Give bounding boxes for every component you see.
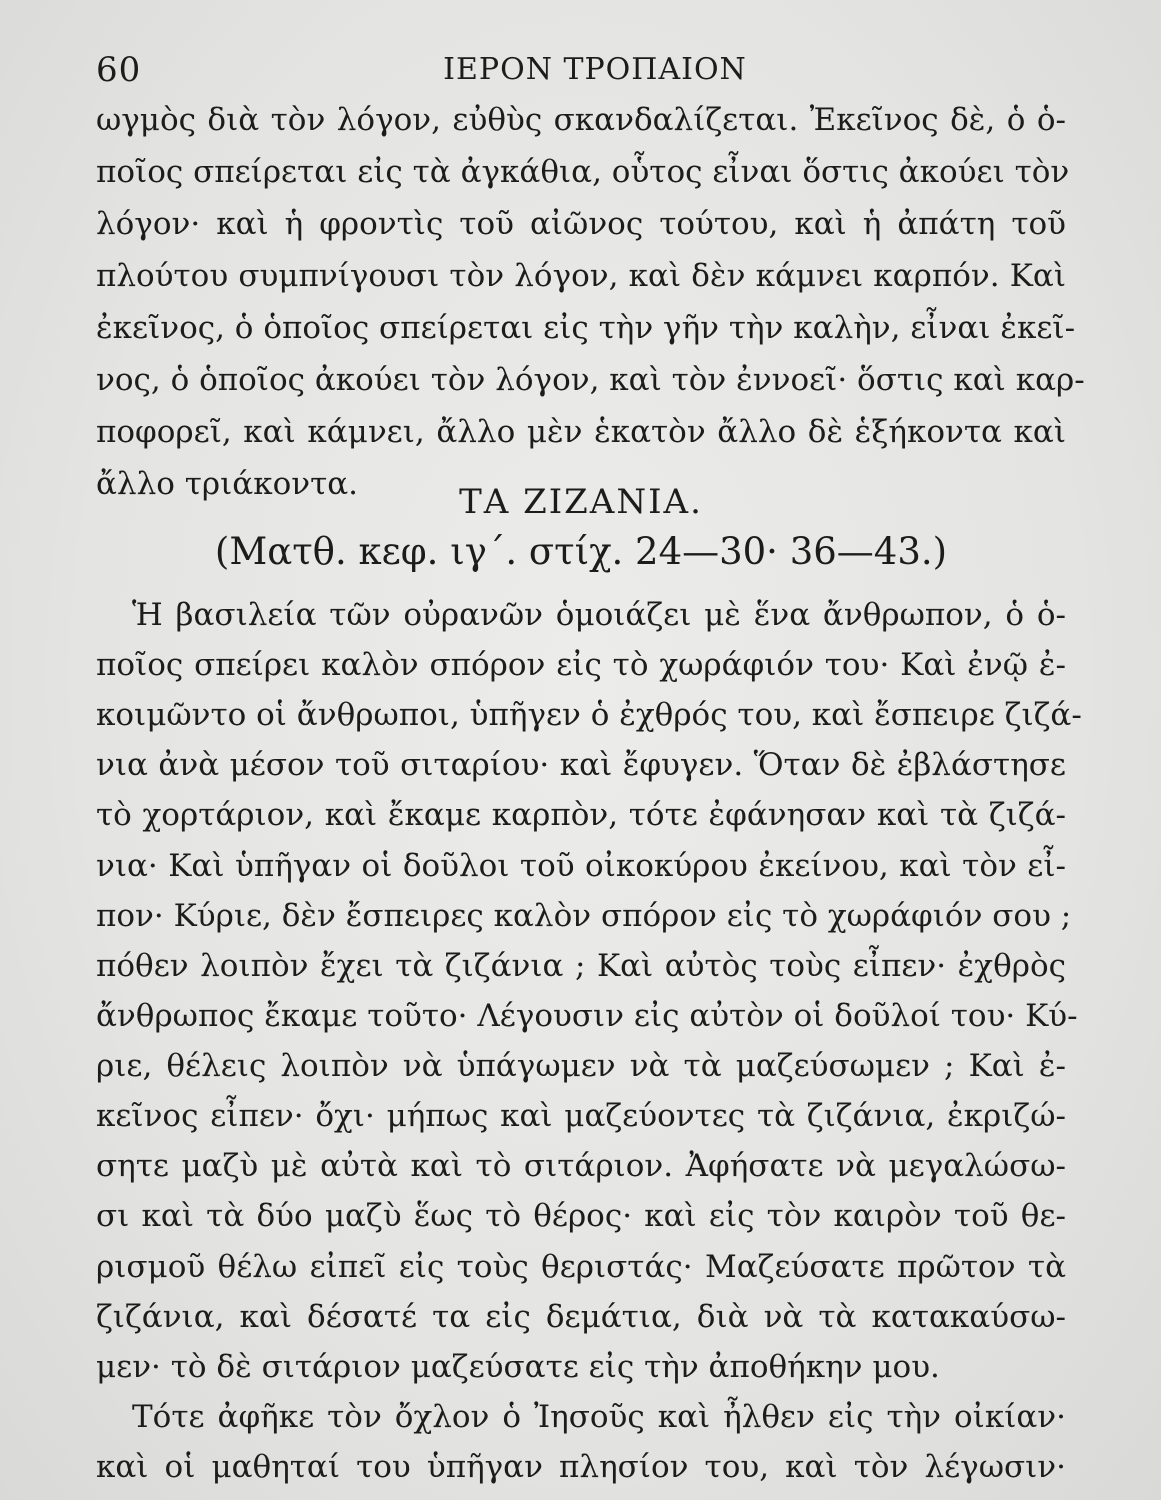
- text-line: Ἡ βασιλεία τῶν οὐρανῶν ὁμοιάζει μὲ ἕνα ἄνθρωπον, ὁ ὁ-: [132, 597, 1066, 633]
- text-line: ποφορεῖ, καὶ κάμνει, ἄλλο μὲν ἑκατὸν ἄλλο δὲ ἑξήκοντα καὶ: [96, 414, 1066, 450]
- running-title: ΙΕΡΟΝ ΤΡΟΠΑΙΟΝ: [443, 52, 747, 87]
- text-line: κοιμῶντο οἱ ἄνθρωποι, ὑπῆγεν ὁ ἐχθρός του, καὶ ἔσπειρε ζιζά-: [96, 697, 1082, 734]
- text-line: σητε μαζὺ μὲ αὐτὰ καὶ τὸ σιτάριον. Ἀφήσατε νὰ μεγαλώσω-: [96, 1148, 1066, 1185]
- text-line: νια· Καὶ ὑπῆγαν οἱ δοῦλοι τοῦ οἰκοκύρου ἐκείνου, καὶ τὸν εἶ-: [96, 847, 1066, 884]
- text-line: τὸ χορτάριον, καὶ ἔκαμε καρπὸν, τότε ἐφάνησαν καὶ τὰ ζιζά-: [96, 797, 1066, 834]
- text-line: ποῖος σπείρει καλὸν σπόρον εἰς τὸ χωράφιόν του· Καὶ ἐνῷ ἐ-: [96, 647, 1066, 684]
- scripture-reference: (Ματθ. κεφ. ιγ΄. στίχ. 24—30· 36—43.): [214, 530, 948, 573]
- text-line: ζιζάνια, καὶ δέσατέ τα εἰς δεμάτια, διὰ νὰ τὰ κατακαύσω-: [96, 1298, 1066, 1335]
- page-number: 60: [96, 50, 142, 90]
- text-line: ριε, θέλεις λοιπὸν νὰ ὑπάγωμεν νὰ τὰ μαζεύσωμεν ; Καὶ ἐ-: [96, 1048, 1066, 1085]
- text-line: νια ἀνὰ μέσον τοῦ σιταρίου· καὶ ἔφυγεν. Ὅταν δὲ ἐβλάστησε: [96, 747, 1066, 784]
- text-line: ωγμὸς διὰ τὸν λόγον, εὐθὺς σκανδαλίζεται. Ἐκεῖνος δὲ, ὁ ὁ-: [96, 102, 1066, 138]
- text-line: ποῖος σπείρεται εἰς τὰ ἀγκάθια, οὗτος εἶναι ὅστις ἀκούει τὸν: [96, 154, 1070, 190]
- text-line: Τότε ἀφῆκε τὸν ὄχλον ὁ Ἰησοῦς καὶ ἦλθεν εἰς τὴν οἰκίαν·: [132, 1398, 1066, 1435]
- text-line: λόγον· καὶ ἡ φροντὶς τοῦ αἰῶνος τούτου, καὶ ἡ ἀπάτη τοῦ: [96, 206, 1066, 242]
- text-line: ἐκεῖνος, ὁ ὁποῖος σπείρεται εἰς τὴν γῆν τὴν καλὴν, εἶναι ἐκεῖ-: [96, 310, 1076, 346]
- text-line: ρισμοῦ θέλω εἰπεῖ εἰς τοὺς θεριστάς· Μαζεύσατε πρῶτον τὰ: [96, 1248, 1066, 1285]
- text-line: ἄνθρωπος ἔκαμε τοῦτο· Λέγουσιν εἰς αὐτὸν οἱ δοῦλοί του· Κύ-: [96, 997, 1078, 1034]
- text-line: νος, ὁ ὁποῖος ἀκούει τὸν λόγον, καὶ τὸν ἐννοεῖ· ὅστις καὶ καρ-: [96, 362, 1085, 398]
- text-line: καὶ οἱ μαθηταί του ὑπῆγαν πλησίον του, καὶ τὸν λέγωσιν·: [96, 1449, 1066, 1485]
- text-line: πον· Κύριε, δὲν ἔσπειρες καλὸν σπόρον εἰς τὸ χωράφιόν σου ;: [96, 897, 1072, 934]
- text-line: πλούτου συμπνίγουσι τὸν λόγον, καὶ δὲν κάμνει καρπόν. Καὶ: [96, 258, 1066, 294]
- page-header: [96, 50, 1066, 94]
- section-title: ΤΑ ΖΙΖΑΝΙΑ.: [459, 482, 703, 522]
- text-line: σι καὶ τὰ δύο μαζὺ ἕως τὸ θέρος· καὶ εἰς τὸν καιρὸν τοῦ θε-: [96, 1198, 1066, 1235]
- text-line: πόθεν λοιπὸν ἔχει τὰ ζιζάνια ; Καὶ αὐτὸς τοὺς εἶπεν· ἐχθρὸς: [96, 947, 1066, 984]
- text-line: μεν· τὸ δὲ σιτάριον μαζεύσατε εἰς τὴν ἀποθήκην μου.: [96, 1348, 940, 1385]
- text-line: ἄλλο τριάκοντα.: [96, 466, 359, 502]
- text-line: κεῖνος εἶπεν· ὄχι· μήπως καὶ μαζεύοντες τὰ ζιζάνια, ἐκριζώ-: [96, 1098, 1066, 1135]
